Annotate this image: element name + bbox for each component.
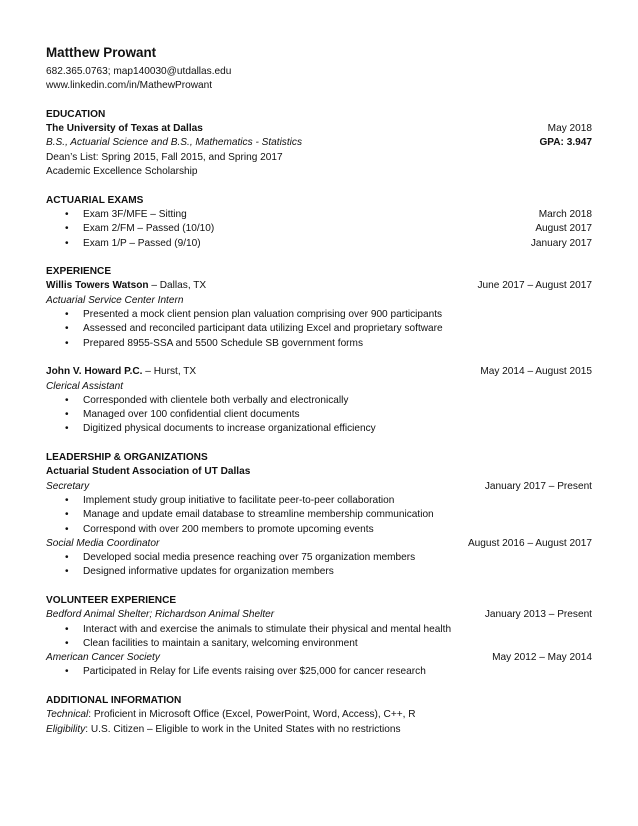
graduation-date: May 2018 [547, 123, 592, 135]
deans-list: Dean’s List: Spring 2015, Fall 2015, and Spring 2017 [46, 151, 283, 163]
leadership-role-row [46, 480, 592, 494]
bullet-icon: • [65, 509, 69, 521]
job-bullets [46, 308, 592, 351]
leadership-org: Actuarial Student Association of UT Dallas [46, 466, 251, 478]
list-item: • Implement study group initiative to facilitate peer-to-peer collaboration [46, 494, 592, 508]
leadership-bullets [46, 494, 592, 537]
exam-list [46, 208, 592, 251]
scholarship: Academic Excellence Scholarship [46, 166, 198, 178]
list-item: • Designed informative updates for organization members [46, 565, 592, 579]
leadership-role: Social Media Coordinator [46, 537, 160, 549]
leadership-role: Secretary [46, 480, 90, 492]
list-item: • Exam 3F/MFE – Sitting March 2018 [46, 208, 592, 222]
bullet-icon: • [65, 523, 69, 535]
candidate-name: Matthew Prowant [46, 45, 157, 60]
list-item: • Prepared 8955-SSA and 5500 Schedule SB government forms [46, 337, 592, 351]
linkedin-url: www.linkedin.com/in/MathewProwant [46, 80, 213, 92]
bullet-icon: • [65, 337, 69, 349]
job-org: John V. Howard P.C. [46, 366, 143, 378]
education-heading: EDUCATION [46, 108, 106, 120]
bullet-icon: • [65, 208, 69, 220]
volunteer-row [46, 651, 592, 665]
bullet-icon: • [65, 623, 69, 635]
list-item: • Exam 2/FM – Passed (10/10) August 2017 [46, 222, 592, 236]
resume-page [46, 44, 592, 737]
list-item: • Assessed and reconciled participant data utilizing Excel and proprietary software [46, 322, 592, 336]
volunteer-bullets [46, 665, 592, 679]
job-bullets [46, 394, 592, 437]
bullet-icon: • [65, 409, 69, 421]
bullet-icon: • [65, 323, 69, 335]
job-row [46, 365, 592, 379]
job-date: May 2014 – August 2015 [480, 366, 592, 378]
job-location: – Dallas, TX [148, 280, 207, 292]
bullet-icon: • [65, 666, 69, 678]
bullet-icon: • [65, 223, 69, 235]
bullet-icon: • [65, 637, 69, 649]
list-item: • Interact with and exercise the animals to stimulate their physical and mental health [46, 623, 592, 637]
education-degree-row [46, 136, 592, 150]
bullet-icon: • [65, 566, 69, 578]
degree: B.S., Actuarial Science and B.S., Mathematics - Statistics [46, 137, 302, 149]
list-item: • Developed social media presence reaching over 75 organization members [46, 551, 592, 565]
list-item: • Manage and update email database to streamline membership communication [46, 508, 592, 522]
list-item: • Exam 1/P – Passed (9/10) January 2017 [46, 237, 592, 251]
volunteer-heading: VOLUNTEER EXPERIENCE [46, 594, 177, 606]
volunteer-date: January 2013 – Present [484, 609, 592, 621]
job-org: Willis Towers Watson [46, 280, 149, 292]
volunteer-row [46, 608, 592, 622]
job-date: June 2017 – August 2017 [477, 280, 592, 292]
list-item: • Participated in Relay for Life events raising over $25,000 for cancer research [46, 665, 592, 679]
education-school-row [46, 122, 592, 136]
bullet-icon: • [65, 423, 69, 435]
list-item: • Corresponded with clientele both verbally and electronically [46, 394, 592, 408]
bullet-icon: • [65, 309, 69, 321]
job-role: Clerical Assistant [46, 380, 124, 392]
contact-line: 682.365.0763; map140030@utdallas.edu [46, 66, 232, 77]
volunteer-org: Bedford Animal Shelter; Richardson Animal Shelter [46, 609, 275, 621]
leadership-role-row [46, 537, 592, 551]
school-name: The University of Texas at Dallas [46, 123, 203, 135]
volunteer-org: American Cancer Society [46, 652, 160, 664]
gpa: GPA: 3.947 [539, 137, 592, 149]
bullet-icon: • [65, 494, 69, 506]
experience-heading: EXPERIENCE [46, 266, 112, 278]
volunteer-bullets [46, 623, 592, 652]
job-row [46, 279, 592, 293]
bullet-icon: • [65, 394, 69, 406]
job-location: – Hurst, TX [142, 366, 197, 378]
list-item: • Presented a mock client pension plan valuation comprising over 900 participants [46, 308, 592, 322]
bullet-icon: • [65, 237, 69, 249]
leadership-date: August 2016 – August 2017 [467, 537, 592, 549]
volunteer-date: May 2012 – May 2014 [492, 652, 592, 664]
technical-line: Technical: Proficient in Microsoft Office (Excel, PowerPoint, Word, Access), C++, R [46, 709, 416, 721]
list-item: • Clean facilities to maintain a sanitary, welcoming environment [46, 637, 592, 651]
leadership-heading: LEADERSHIP & ORGANIZATIONS [46, 452, 208, 464]
list-item: • Correspond with over 200 members to promote upcoming events [46, 523, 592, 537]
additional-heading: ADDITIONAL INFORMATION [46, 695, 182, 707]
list-item: • Managed over 100 confidential client documents [46, 408, 592, 422]
exams-heading: ACTUARIAL EXAMS [46, 194, 144, 206]
job-role: Actuarial Service Center Intern [46, 294, 184, 306]
list-item: • Digitized physical documents to increase organizational efficiency [46, 422, 592, 436]
eligibility-line: Eligibility: U.S. Citizen – Eligible to work in the United States with no restrictions [46, 723, 401, 735]
leadership-bullets [46, 551, 592, 580]
bullet-icon: • [65, 552, 69, 564]
leadership-date: January 2017 – Present [484, 480, 592, 492]
